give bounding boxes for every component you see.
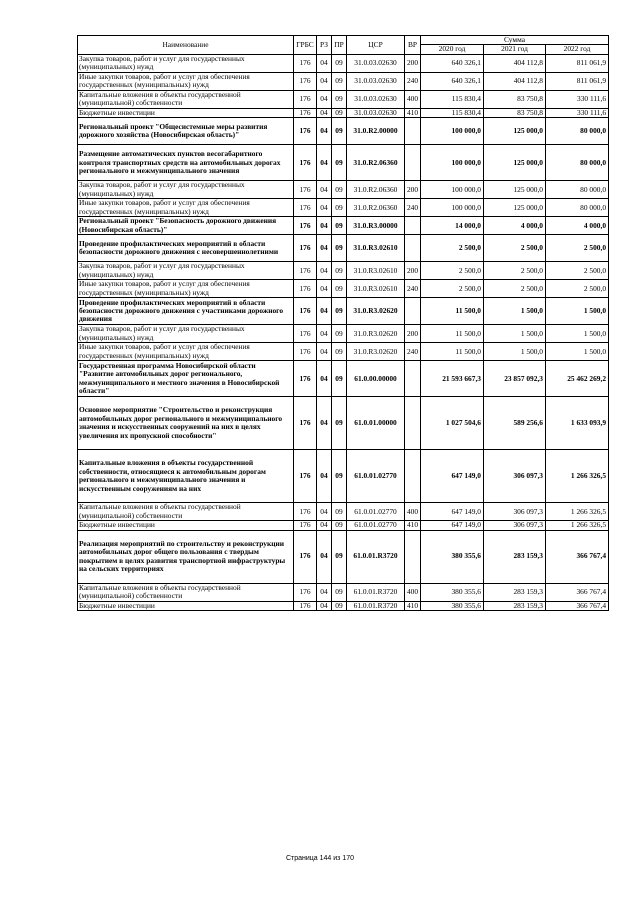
table-row xyxy=(78,450,609,503)
header-year-2021: 2021 год xyxy=(484,45,546,54)
row-sum-2020: 100 000,0 xyxy=(421,118,484,145)
row-rz: 04 xyxy=(317,530,332,583)
row-vr: 240 xyxy=(405,343,421,361)
row-sum-2020: 1 027 504,6 xyxy=(421,397,484,450)
row-pr: 09 xyxy=(332,503,347,521)
row-sum-2021: 283 159,3 xyxy=(484,583,546,601)
table-row xyxy=(78,397,609,450)
row-pr: 09 xyxy=(332,235,347,262)
row-sum-2021: 1 500,0 xyxy=(484,298,546,325)
row-sum-2022: 4 000,0 xyxy=(546,217,609,235)
row-name: Размещение автоматических пунктов весогабаритного контроля транспортных средств на автомобильных дорогах регионального и межмуниципального значения xyxy=(78,145,294,181)
row-grbs: 176 xyxy=(294,262,317,280)
row-name: Иные закупки товаров, работ и услуг для обеспечения государственных (муниципальных) нужд xyxy=(78,280,294,298)
row-sum-2021: 306 097,3 xyxy=(484,503,546,521)
row-pr: 09 xyxy=(332,118,347,145)
row-sum-2021: 1 500,0 xyxy=(484,325,546,343)
row-name: Региональный проект "Безопасность дорожного движения (Новосибирская область)" xyxy=(78,217,294,235)
row-vr: 400 xyxy=(405,583,421,601)
row-sum-2022: 811 061,9 xyxy=(546,72,609,90)
row-sum-2020: 380 355,6 xyxy=(421,530,484,583)
table-row xyxy=(78,503,609,521)
row-sum-2022: 2 500,0 xyxy=(546,235,609,262)
row-rz: 04 xyxy=(317,217,332,235)
row-rz: 04 xyxy=(317,450,332,503)
row-grbs: 176 xyxy=(294,325,317,343)
row-vr: 200 xyxy=(405,181,421,199)
row-grbs: 176 xyxy=(294,397,317,450)
row-csr: 31.0.R3.02620 xyxy=(347,298,405,325)
row-csr: 31.0.R2.06360 xyxy=(347,181,405,199)
row-sum-2022: 366 767,4 xyxy=(546,601,609,610)
row-sum-2021: 4 000,0 xyxy=(484,217,546,235)
row-vr: 240 xyxy=(405,280,421,298)
row-csr: 61.0.01.R3720 xyxy=(347,601,405,610)
row-sum-2020: 2 500,0 xyxy=(421,280,484,298)
table-row xyxy=(78,235,609,262)
row-rz: 04 xyxy=(317,601,332,610)
row-rz: 04 xyxy=(317,280,332,298)
row-sum-2021: 2 500,0 xyxy=(484,235,546,262)
row-csr: 31.0.R3.02610 xyxy=(347,235,405,262)
row-sum-2022: 1 500,0 xyxy=(546,343,609,361)
row-sum-2021: 283 159,3 xyxy=(484,530,546,583)
header-rz: РЗ xyxy=(317,36,332,55)
row-sum-2020: 11 500,0 xyxy=(421,325,484,343)
row-pr: 09 xyxy=(332,601,347,610)
row-sum-2021: 83 750,8 xyxy=(484,90,546,108)
table-row xyxy=(78,361,609,397)
row-sum-2020: 640 326,1 xyxy=(421,72,484,90)
row-sum-2021: 404 112,8 xyxy=(484,72,546,90)
row-rz: 04 xyxy=(317,503,332,521)
row-name: Основное мероприятие "Строительство и реконструкция автомобильных дорог регионального и межмуниципального значения и искусственных сооружений на них в целях увеличения их пропускной способности" xyxy=(78,397,294,450)
row-csr: 31.0.03.02630 xyxy=(347,108,405,117)
row-rz: 04 xyxy=(317,343,332,361)
row-sum-2021: 1 500,0 xyxy=(484,343,546,361)
row-rz: 04 xyxy=(317,235,332,262)
row-sum-2020: 100 000,0 xyxy=(421,181,484,199)
row-pr: 09 xyxy=(332,181,347,199)
row-csr: 61.0.00.00000 xyxy=(347,361,405,397)
row-rz: 04 xyxy=(317,72,332,90)
row-sum-2022: 2 500,0 xyxy=(546,262,609,280)
header-year-2022: 2022 год xyxy=(546,45,609,54)
row-sum-2022: 2 500,0 xyxy=(546,280,609,298)
header-name: Наименование xyxy=(78,36,294,55)
row-sum-2022: 1 266 326,5 xyxy=(546,450,609,503)
row-sum-2022: 25 462 269,2 xyxy=(546,361,609,397)
row-name: Закупка товаров, работ и услуг для государственных (муниципальных) нужд xyxy=(78,54,294,72)
row-name: Закупка товаров, работ и услуг для государственных (муниципальных) нужд xyxy=(78,181,294,199)
row-name: Капитальные вложения в объекты государственной (муниципальной) собственности xyxy=(78,90,294,108)
row-pr: 09 xyxy=(332,325,347,343)
row-grbs: 176 xyxy=(294,54,317,72)
row-sum-2022: 366 767,4 xyxy=(546,583,609,601)
row-grbs: 176 xyxy=(294,199,317,217)
row-csr: 31.0.03.02630 xyxy=(347,72,405,90)
row-vr: 400 xyxy=(405,90,421,108)
row-pr: 09 xyxy=(332,521,347,530)
row-sum-2020: 11 500,0 xyxy=(421,298,484,325)
table-row xyxy=(78,217,609,235)
row-sum-2022: 80 000,0 xyxy=(546,145,609,181)
table-row xyxy=(78,521,609,530)
row-sum-2021: 125 000,0 xyxy=(484,181,546,199)
row-vr: 410 xyxy=(405,521,421,530)
row-grbs: 176 xyxy=(294,530,317,583)
row-vr xyxy=(405,397,421,450)
row-sum-2021: 125 000,0 xyxy=(484,145,546,181)
row-pr: 09 xyxy=(332,108,347,117)
budget-table xyxy=(77,35,609,611)
row-sum-2020: 380 355,6 xyxy=(421,583,484,601)
row-sum-2021: 306 097,3 xyxy=(484,521,546,530)
row-rz: 04 xyxy=(317,199,332,217)
row-rz: 04 xyxy=(317,54,332,72)
row-csr: 61.0.01.R3720 xyxy=(347,530,405,583)
row-sum-2022: 330 111,6 xyxy=(546,108,609,117)
row-vr xyxy=(405,361,421,397)
row-name: Бюджетные инвестиции xyxy=(78,521,294,530)
row-vr xyxy=(405,298,421,325)
row-sum-2021: 283 159,3 xyxy=(484,601,546,610)
header-sum: Сумма xyxy=(421,36,609,45)
row-name: Реализация мероприятий по строительству и реконструкции автомобильных дорог общего пользования с твердым покрытием в целях развития транспортной инфраструктуры на сельских территориях xyxy=(78,530,294,583)
row-csr: 31.0.03.02630 xyxy=(347,90,405,108)
row-vr: 240 xyxy=(405,199,421,217)
row-name: Закупка товаров, работ и услуг для государственных (муниципальных) нужд xyxy=(78,325,294,343)
row-sum-2020: 647 149,0 xyxy=(421,503,484,521)
row-rz: 04 xyxy=(317,145,332,181)
row-rz: 04 xyxy=(317,397,332,450)
row-grbs: 176 xyxy=(294,450,317,503)
table-row xyxy=(78,72,609,90)
table-row xyxy=(78,262,609,280)
table-row xyxy=(78,118,609,145)
row-sum-2022: 80 000,0 xyxy=(546,181,609,199)
table-row xyxy=(78,145,609,181)
row-sum-2021: 23 857 092,3 xyxy=(484,361,546,397)
row-sum-2022: 1 633 093,9 xyxy=(546,397,609,450)
row-pr: 09 xyxy=(332,583,347,601)
row-sum-2021: 2 500,0 xyxy=(484,262,546,280)
row-name: Иные закупки товаров, работ и услуг для обеспечения государственных (муниципальных) нужд xyxy=(78,199,294,217)
row-vr: 410 xyxy=(405,108,421,117)
row-csr: 61.0.01.02770 xyxy=(347,521,405,530)
row-grbs: 176 xyxy=(294,72,317,90)
row-vr xyxy=(405,217,421,235)
row-csr: 61.0.01.02770 xyxy=(347,450,405,503)
row-vr xyxy=(405,450,421,503)
table-body xyxy=(78,54,609,610)
row-csr: 31.0.R2.06360 xyxy=(347,145,405,181)
table-row xyxy=(78,343,609,361)
row-grbs: 176 xyxy=(294,343,317,361)
row-grbs: 176 xyxy=(294,601,317,610)
header-pr: ПР xyxy=(332,36,347,55)
row-sum-2021: 404 112,8 xyxy=(484,54,546,72)
row-csr: 31.0.R3.00000 xyxy=(347,217,405,235)
row-rz: 04 xyxy=(317,325,332,343)
row-vr: 240 xyxy=(405,72,421,90)
row-sum-2020: 14 000,0 xyxy=(421,217,484,235)
table-row xyxy=(78,54,609,72)
table-row xyxy=(78,90,609,108)
row-pr: 09 xyxy=(332,343,347,361)
row-rz: 04 xyxy=(317,118,332,145)
row-sum-2022: 1 500,0 xyxy=(546,298,609,325)
row-csr: 61.0.01.R3720 xyxy=(347,583,405,601)
row-sum-2020: 2 500,0 xyxy=(421,262,484,280)
row-csr: 31.0.R3.02620 xyxy=(347,343,405,361)
row-rz: 04 xyxy=(317,181,332,199)
row-csr: 61.0.01.02770 xyxy=(347,503,405,521)
row-sum-2020: 100 000,0 xyxy=(421,199,484,217)
header-csr: ЦСР xyxy=(347,36,405,55)
row-grbs: 176 xyxy=(294,217,317,235)
row-sum-2022: 1 266 326,5 xyxy=(546,521,609,530)
row-grbs: 176 xyxy=(294,521,317,530)
row-sum-2021: 125 000,0 xyxy=(484,118,546,145)
row-csr: 31.0.03.02630 xyxy=(347,54,405,72)
row-vr: 200 xyxy=(405,325,421,343)
row-pr: 09 xyxy=(332,530,347,583)
row-name: Закупка товаров, работ и услуг для государственных (муниципальных) нужд xyxy=(78,262,294,280)
row-sum-2022: 1 266 326,5 xyxy=(546,503,609,521)
row-pr: 09 xyxy=(332,450,347,503)
table-row xyxy=(78,325,609,343)
row-pr: 09 xyxy=(332,361,347,397)
row-sum-2022: 811 061,9 xyxy=(546,54,609,72)
row-sum-2021: 306 097,3 xyxy=(484,450,546,503)
header-vr: ВР xyxy=(405,36,421,55)
row-csr: 31.0.R3.02620 xyxy=(347,325,405,343)
row-vr xyxy=(405,235,421,262)
row-sum-2022: 80 000,0 xyxy=(546,118,609,145)
row-pr: 09 xyxy=(332,217,347,235)
row-name: Проведение профилактических мероприятий в области безопасности дорожного движения с несовершеннолетними xyxy=(78,235,294,262)
row-pr: 09 xyxy=(332,298,347,325)
row-grbs: 176 xyxy=(294,90,317,108)
row-csr: 31.0.R3.02610 xyxy=(347,280,405,298)
row-sum-2021: 589 256,6 xyxy=(484,397,546,450)
row-grbs: 176 xyxy=(294,108,317,117)
row-pr: 09 xyxy=(332,199,347,217)
row-pr: 09 xyxy=(332,90,347,108)
row-name: Капитальные вложения в объекты государственной собственности, относящиеся к автомобильным дорогам регионального и межмуниципального значения и искусственным сооружениям на них xyxy=(78,450,294,503)
table-row xyxy=(78,601,609,610)
row-sum-2020: 647 149,0 xyxy=(421,450,484,503)
row-grbs: 176 xyxy=(294,361,317,397)
row-rz: 04 xyxy=(317,262,332,280)
row-name: Иные закупки товаров, работ и услуг для обеспечения государственных (муниципальных) нужд xyxy=(78,343,294,361)
row-name: Бюджетные инвестиции xyxy=(78,108,294,117)
row-grbs: 176 xyxy=(294,503,317,521)
row-vr xyxy=(405,530,421,583)
row-grbs: 176 xyxy=(294,118,317,145)
header-grbs: ГРБС xyxy=(294,36,317,55)
row-csr: 31.0.R2.00000 xyxy=(347,118,405,145)
row-sum-2020: 380 355,6 xyxy=(421,601,484,610)
row-sum-2021: 125 000,0 xyxy=(484,199,546,217)
table-row xyxy=(78,583,609,601)
table-row xyxy=(78,298,609,325)
row-vr: 200 xyxy=(405,262,421,280)
row-rz: 04 xyxy=(317,521,332,530)
row-grbs: 176 xyxy=(294,181,317,199)
row-name: Капитальные вложения в объекты государственной (муниципальной) собственности xyxy=(78,503,294,521)
row-rz: 04 xyxy=(317,90,332,108)
row-sum-2020: 11 500,0 xyxy=(421,343,484,361)
row-rz: 04 xyxy=(317,361,332,397)
row-sum-2020: 115 830,4 xyxy=(421,90,484,108)
row-name: Бюджетные инвестиции xyxy=(78,601,294,610)
row-pr: 09 xyxy=(332,262,347,280)
row-name: Капитальные вложения в объекты государственной (муниципальной) собственности xyxy=(78,583,294,601)
row-csr: 61.0.01.00000 xyxy=(347,397,405,450)
row-grbs: 176 xyxy=(294,583,317,601)
row-grbs: 176 xyxy=(294,145,317,181)
row-pr: 09 xyxy=(332,72,347,90)
table-row xyxy=(78,530,609,583)
row-sum-2022: 330 111,6 xyxy=(546,90,609,108)
row-sum-2020: 21 593 667,3 xyxy=(421,361,484,397)
table-row xyxy=(78,280,609,298)
row-rz: 04 xyxy=(317,298,332,325)
row-sum-2021: 83 750,8 xyxy=(484,108,546,117)
row-sum-2020: 2 500,0 xyxy=(421,235,484,262)
row-vr xyxy=(405,145,421,181)
row-sum-2022: 80 000,0 xyxy=(546,199,609,217)
row-vr: 200 xyxy=(405,54,421,72)
row-name: Проведение профилактических мероприятий в области безопасности дорожного движения с участниками дорожного движения xyxy=(78,298,294,325)
row-sum-2020: 647 149,0 xyxy=(421,521,484,530)
row-name: Иные закупки товаров, работ и услуг для обеспечения государственных (муниципальных) нужд xyxy=(78,72,294,90)
row-name: Региональный проект "Общесистемные меры развития дорожного хозяйства (Новосибирская область)" xyxy=(78,118,294,145)
row-csr: 31.0.R3.02610 xyxy=(347,262,405,280)
header-year-2020: 2020 год xyxy=(421,45,484,54)
row-sum-2020: 115 830,4 xyxy=(421,108,484,117)
row-rz: 04 xyxy=(317,108,332,117)
row-pr: 09 xyxy=(332,145,347,181)
row-rz: 04 xyxy=(317,583,332,601)
row-csr: 31.0.R2.06360 xyxy=(347,199,405,217)
row-name: Государственная программа Новосибирской области "Развитие автомобильных дорог регионального, межмуниципального и местного значения в Новосибирской области" xyxy=(78,361,294,397)
row-sum-2021: 2 500,0 xyxy=(484,280,546,298)
row-vr: 400 xyxy=(405,503,421,521)
row-grbs: 176 xyxy=(294,280,317,298)
row-pr: 09 xyxy=(332,397,347,450)
row-grbs: 176 xyxy=(294,235,317,262)
row-sum-2020: 100 000,0 xyxy=(421,145,484,181)
table-row xyxy=(78,108,609,117)
row-vr: 410 xyxy=(405,601,421,610)
budget-table-page xyxy=(77,35,608,611)
row-sum-2022: 366 767,4 xyxy=(546,530,609,583)
table-row xyxy=(78,181,609,199)
row-grbs: 176 xyxy=(294,298,317,325)
row-pr: 09 xyxy=(332,280,347,298)
row-sum-2020: 640 326,1 xyxy=(421,54,484,72)
page-number: Страница 144 из 170 xyxy=(285,855,355,862)
row-pr: 09 xyxy=(332,54,347,72)
row-sum-2022: 1 500,0 xyxy=(546,325,609,343)
row-vr xyxy=(405,118,421,145)
table-row xyxy=(78,199,609,217)
